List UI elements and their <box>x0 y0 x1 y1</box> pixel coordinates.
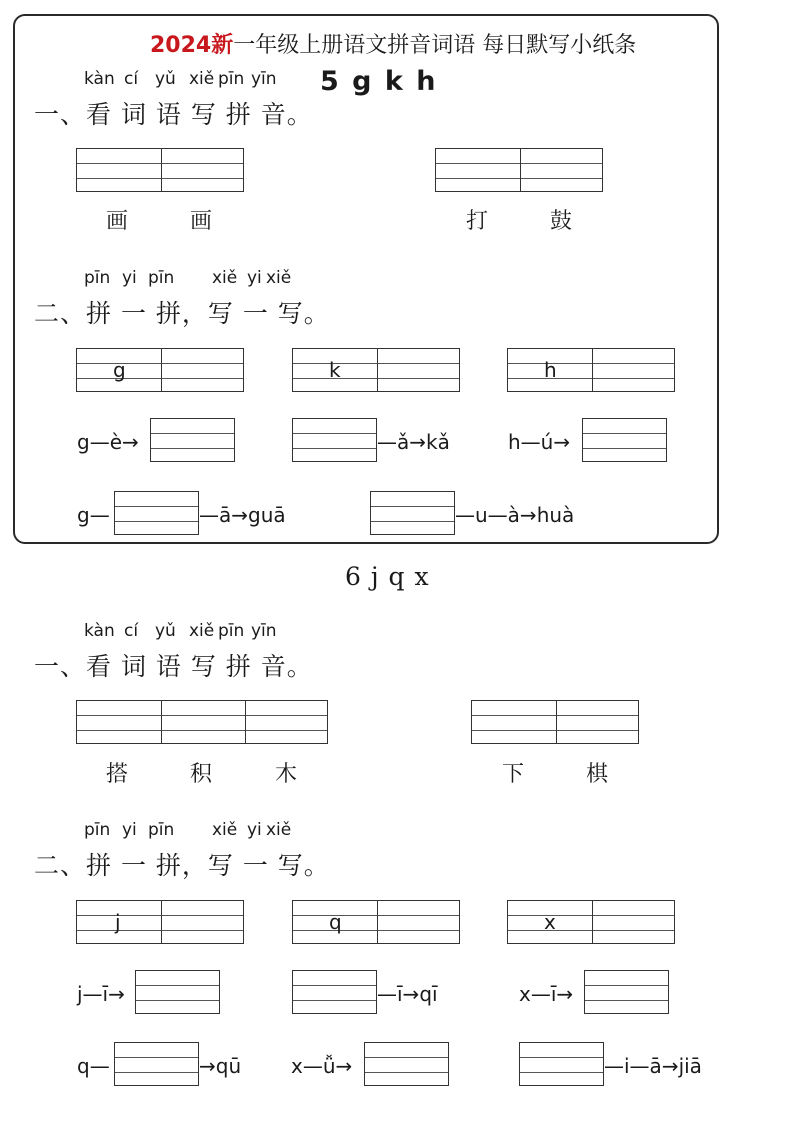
word-char: 棋 <box>586 762 609 787</box>
answer-grid[interactable] <box>114 1042 199 1086</box>
spelling-chain: h—ú→ <box>508 430 571 454</box>
spelling-chain: —i—ā→jiā <box>604 1054 702 1078</box>
spelling-chain: g—è→ <box>77 430 139 454</box>
pinyin-syllable: pīn <box>218 621 245 641</box>
spelling-chain: g— <box>77 503 110 527</box>
pinyin-syllable: yīn <box>251 69 277 89</box>
pinyin-syllable: cí <box>124 69 139 89</box>
pinyin-writing-grid[interactable] <box>435 148 603 192</box>
pinyin-syllable: pīn <box>218 69 245 89</box>
pinyin-syllable: yǔ <box>155 69 176 89</box>
pinyin-syllable: kàn <box>84 69 115 89</box>
word-char: 木 <box>275 762 298 787</box>
letter-writing-grid[interactable] <box>507 900 675 944</box>
letter-writing-grid[interactable] <box>76 900 244 944</box>
pinyin-writing-grid[interactable] <box>76 700 328 744</box>
letter-writing-grid[interactable] <box>292 900 460 944</box>
pinyin-syllable: yǔ <box>155 621 176 641</box>
pinyin-syllable: yi <box>247 820 262 840</box>
answer-grid[interactable] <box>370 491 455 535</box>
pinyin-syllable: yīn <box>251 621 277 641</box>
letter-writing-grid[interactable] <box>76 348 244 392</box>
word-char: 画 <box>190 209 213 234</box>
pinyin-syllable: xiě <box>189 621 215 641</box>
spelling-chain: x—ī→ <box>519 982 574 1006</box>
pinyin-syllable: kàn <box>84 621 115 641</box>
spelling-chain: —ā→guā <box>199 503 286 527</box>
spelling-chain: —ī→qī <box>377 982 438 1006</box>
word-char: 鼓 <box>550 209 573 234</box>
box-letter: x <box>544 910 556 934</box>
pinyin-syllable: xiě <box>266 268 292 288</box>
pinyin-syllable: yi <box>122 268 137 288</box>
box-letter: j <box>115 910 121 934</box>
spelling-chain: q— <box>77 1054 110 1078</box>
pinyin-writing-grid[interactable] <box>471 700 639 744</box>
word-char: 画 <box>106 209 129 234</box>
spelling-chain: x—ǚ→ <box>291 1054 353 1078</box>
spelling-chain: →qū <box>199 1054 242 1078</box>
pinyin-syllable: pīn <box>84 268 111 288</box>
pinyin-syllable: xiě <box>266 820 292 840</box>
spelling-chain: —ǎ→kǎ <box>377 430 450 454</box>
section-heading: 一、看 词 语 写 拼 音。 <box>34 652 313 681</box>
answer-grid[interactable] <box>519 1042 604 1086</box>
pinyin-syllable: yi <box>247 268 262 288</box>
answer-grid[interactable] <box>582 418 667 462</box>
lesson5-letters: 5 g k h <box>320 66 438 97</box>
answer-grid[interactable] <box>584 970 669 1014</box>
box-letter: g <box>113 358 126 382</box>
pinyin-syllable: pīn <box>148 820 175 840</box>
answer-grid[interactable] <box>292 418 377 462</box>
letter-writing-grid[interactable] <box>507 348 675 392</box>
answer-grid[interactable] <box>114 491 199 535</box>
pinyin-syllable: pīn <box>84 820 111 840</box>
box-letter: h <box>544 358 557 382</box>
spelling-chain: j—ī→ <box>77 982 125 1006</box>
pinyin-writing-grid[interactable] <box>76 148 244 192</box>
lesson6-letters: 6 j q x <box>345 562 430 591</box>
pinyin-syllable: cí <box>124 621 139 641</box>
spelling-chain: —u—à→huà <box>455 503 575 527</box>
word-char: 积 <box>190 762 213 787</box>
page-title: 2024新一年级上册语文拼音词语 每日默写小纸条 <box>150 33 637 58</box>
pinyin-syllable: xiě <box>212 820 238 840</box>
answer-grid[interactable] <box>135 970 220 1014</box>
answer-grid[interactable] <box>150 418 235 462</box>
section-heading: 二、拼 一 拼，写 一 写。 <box>34 299 330 328</box>
answer-grid[interactable] <box>292 970 377 1014</box>
section-heading: 一、看 词 语 写 拼 音。 <box>34 100 313 129</box>
word-char: 搭 <box>106 762 129 787</box>
box-letter: k <box>329 358 341 382</box>
section-heading: 二、拼 一 拼，写 一 写。 <box>34 851 330 880</box>
pinyin-syllable: yi <box>122 820 137 840</box>
letter-writing-grid[interactable] <box>292 348 460 392</box>
box-letter: q <box>329 910 342 934</box>
pinyin-syllable: pīn <box>148 268 175 288</box>
word-char: 打 <box>466 209 489 234</box>
pinyin-syllable: xiě <box>189 69 215 89</box>
answer-grid[interactable] <box>364 1042 449 1086</box>
word-char: 下 <box>502 762 525 787</box>
pinyin-syllable: xiě <box>212 268 238 288</box>
